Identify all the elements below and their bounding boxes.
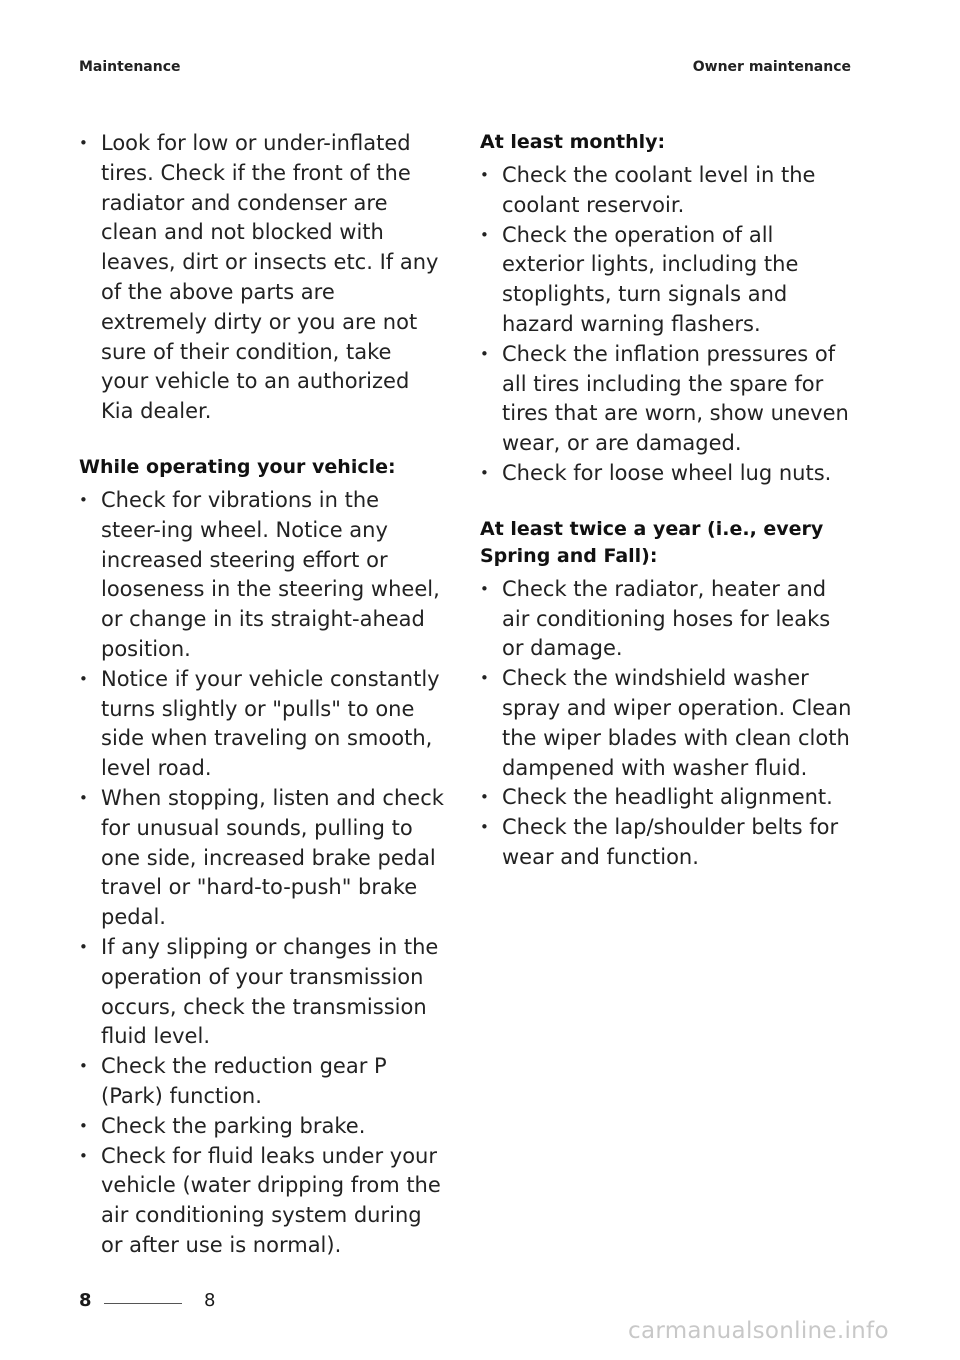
monthly-heading: At least monthly: xyxy=(480,131,666,153)
list-item: • Notice if your vehicle constantly turns slightly or "pulls" to one side when traveling on smooth, level road. xyxy=(79,665,445,784)
intro-section xyxy=(79,129,445,427)
twice-yearly-list xyxy=(480,575,852,873)
chapter-number: 8 xyxy=(79,1290,92,1311)
list-item: • Check the operation of all exterior lights, including the stoplights, turn signals and hazard warning flashers. xyxy=(480,221,852,340)
page-header xyxy=(79,59,851,81)
list-item: • Check the coolant level in the coolant reservoir. xyxy=(480,161,852,221)
operating-list xyxy=(79,486,445,1261)
twice-yearly-heading: At least twice a year (i.e., every Spring and Fall): xyxy=(480,517,824,567)
header-topic-title: Owner maintenance xyxy=(692,59,851,75)
list-item: • Check the reduction gear P (Park) function. xyxy=(79,1052,445,1112)
operating-section xyxy=(79,454,445,1261)
list-item: • When stopping, listen and check for unusual sounds, pulling to one side, increased brake pedal travel or "hard-to-push" brake pedal. xyxy=(79,784,445,933)
list-item: • Check the parking brake. xyxy=(79,1112,445,1142)
header-section-title: Maintenance xyxy=(79,59,181,75)
list-item: • Check the headlight alignment. xyxy=(480,783,852,813)
list-item: • Check for fluid leaks under your vehicle (water dripping from the air conditioning system during or after use is normal). xyxy=(79,1142,445,1261)
watermark: carmanualsonline.info xyxy=(628,1318,889,1344)
operating-heading: While operating your vehicle: xyxy=(79,455,396,478)
list-item: • Check for vibrations in the steer-ing wheel. Notice any increased steering effort or looseness in the steering wheel, or change in its straight-ahead position. xyxy=(79,486,445,665)
list-item: • Check the radiator, heater and air conditioning hoses for leaks or damage. xyxy=(480,575,852,664)
list-item: • Check the lap/shoulder belts for wear and function. xyxy=(480,813,852,873)
list-item: • Check the windshield washer spray and wiper operation. Clean the wiper blades with clean cloth dampened with washer fluid. xyxy=(480,664,852,783)
right-column xyxy=(480,129,852,900)
list-item: • Check for loose wheel lug nuts. xyxy=(480,459,852,489)
left-column xyxy=(79,129,445,1288)
monthly-section xyxy=(480,129,852,489)
list-item: • Look for low or under-inflated tires. Check if the front of the radiator and condenser are clean and not blocked with leaves, dirt or insects etc. If any of the above parts are extremely dirty or you are not sure of their condition, take your vehicle to an authorized Kia dealer. xyxy=(79,129,445,427)
list-item: • If any slipping or changes in the operation of your transmission occurs, check the transmission fluid level. xyxy=(79,933,445,1052)
twice-yearly-section xyxy=(480,516,852,873)
footer-divider xyxy=(104,1303,182,1304)
monthly-list xyxy=(480,161,852,489)
intro-list xyxy=(79,129,445,427)
page-number: 8 xyxy=(204,1290,216,1311)
list-item: • Check the inflation pressures of all tires including the spare for tires that are worn, show uneven wear, or are damaged. xyxy=(480,340,852,459)
